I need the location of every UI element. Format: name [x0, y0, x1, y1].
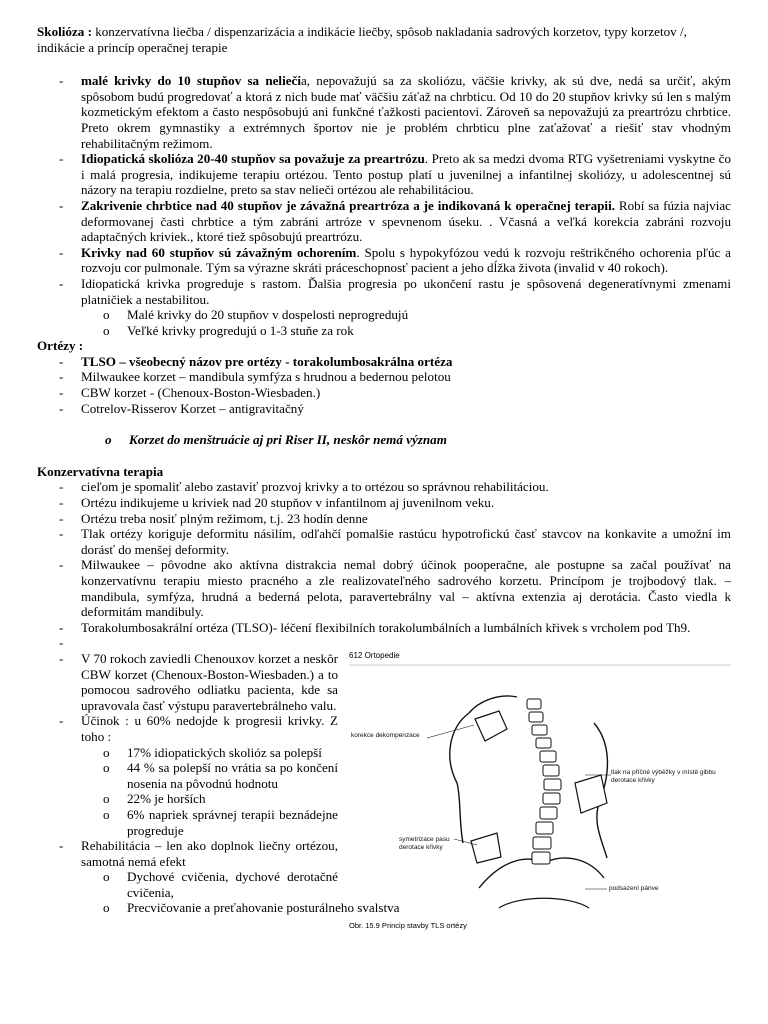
sublist-item: o 44 % sa polepší no vrátia sa po končení nosenia na pôvodnú hodnotu	[127, 760, 338, 791]
list-item: - Torakolumbosakrální ortéza (TLSO)- léčení flexibilních torakolumbálních a lumbálních křivek s vrcholem pod Th9.	[81, 620, 731, 636]
list-item: - Milwaukee korzet – mandibula symfýza s hrudnou a bedernou pelotou	[81, 369, 731, 385]
list-item	[81, 713, 338, 838]
waist-pad	[471, 833, 501, 863]
list-item	[81, 276, 731, 338]
item-text: Robí sa fúzia najviac deformovanej časti chrbtice a tým zabráni artróze v spevnenom úseku. . Včasná a veľká korekcia zabráni rozvoju adaptačných kriviek., ktoré tiež spôsobujú preartrózu.	[81, 197, 731, 245]
label-podsazeni: podsazení pánve	[609, 884, 659, 892]
sublist-item: o Dychové cvičenia, dychové derotačné cvičenia,	[127, 869, 338, 900]
sublist-item: o Veľké krivky progredujú o 1-3 stuňe za rok	[127, 323, 731, 339]
pelvis-base	[499, 898, 589, 908]
list-item: - V 70 rokoch zaviedli Chenouxov korzet a neskôr CBW korzet (Chenoux-Boston-Wiesbaden.) a to pomocou sadrového odliatku pacienta, kde sa upravovala časť výstupu paravertebrálneho valu.	[81, 651, 338, 713]
list-item: - Ortézu indikujeme u kriviek nad 20 stupňov v infantilnom aj juvenilnom veku.	[81, 495, 731, 511]
spine-vertebrae	[527, 699, 561, 864]
gibbus-pad	[575, 775, 607, 813]
item-bold: Idiopatická skolióza 20-40 stupňov sa považuje za preartrózu	[81, 151, 425, 167]
item-bold: Krivky nad 60 stupňov sú závažným ochorením	[81, 244, 357, 260]
sublist-rehab	[81, 869, 400, 916]
two-column-section	[37, 650, 731, 930]
list-item	[81, 73, 731, 151]
intro-paragraph	[37, 24, 731, 55]
list-konz	[37, 479, 731, 651]
sublist-item: o Precvičovanie a preťahovanie posturálneho svalstva	[127, 900, 467, 916]
item-bold: Zakrivenie chrbtice nad 40 stupňov je závažná preartróza a je indikovaná k operačnej terapii.	[81, 197, 615, 213]
sublist-item: o 17% idiopatických skolióz sa polepší	[127, 745, 338, 761]
list-item	[81, 354, 731, 370]
item-text: Rehabilitácia – len ako doplnok liečny ortézou, samotná nemá efekt	[81, 838, 338, 869]
item-text: Idiopatická krivka progreduje s rastom. Ďalšia progresia po ukončení rastu je spôsovená degeneratívnymi zmenami platničiek a nestabilitou.	[81, 275, 731, 307]
item-bold: malé krivky do 10 stupňov sa nelieči	[81, 73, 301, 89]
document-page	[37, 24, 732, 930]
list-item	[81, 198, 731, 245]
intro-text: konzervatívna liečba / dispenzarizácia a indikácie liečby, spôsob nakladania sadrových korzetov, typy korzetov /, indikácie a princíp operačnej terapie	[37, 24, 687, 55]
item-bold: TLSO – všeobecný názov pre ortézy - torakolumbosakrálna ortéza	[81, 353, 453, 369]
sublist-item: o 6% napriek správnej terapii beznádejne progreduje	[127, 807, 338, 838]
item-text: a, nepovažujú sa za skoliózu, väčšie krivky, ak sú dve, nedá sa určiť, akým spôsobom budú progredovať a ktorá z nich bude mať väčšiu záťaž na chrbticu. Od 10 do 20 stupňov krivky sú len s malým kozmetickým efektom a často nespôsobujú ani funkčné ťažkosti pacientovi. Zároveň sa nepovažujú za preartrózu chrbtice. Preto okrem gymnastiky a extrémnych športov nie je problém chrbticu plne zaťažovať a riešiť stav vhodným rehabilitačným režimom.	[81, 73, 731, 151]
list-item: - cieľom je spomaliť alebo zastaviť prozvoj krivky a to ortézou so správnou rehabilitáciou.	[81, 479, 731, 495]
label-korekce: korekce dekompenzace	[351, 731, 420, 739]
torso-outline-upper	[469, 696, 517, 713]
intro-title: Skolióza :	[37, 24, 92, 39]
sublist-item: o 22% je horších	[127, 791, 338, 807]
list-item	[81, 635, 731, 651]
ortezy-note-list	[37, 432, 731, 448]
sublist-progression	[81, 307, 731, 338]
tls-orthosis-figure	[349, 651, 731, 929]
figure-caption: Obr. 15.9 Princip stavby TLS ortézy	[349, 920, 467, 930]
list-item	[81, 151, 731, 198]
sublist-effect	[81, 745, 338, 839]
torso-outline-left	[450, 713, 469, 843]
list-item: - Milwaukee – pôvodne ako aktívna distrakcia nemal dobrý účinok pooperačne, ale postupne sa začal používať na konzervatívnu terapiu miesto pracného a zle realizovateľného sadrového korzetu. Princípom je trojbodový tlak. – mandibula, symfýza, hrudná a bederná pelota, paravertebrálny val – aktívna extenzia aj derotácia. Často viedla k deformitám mandibuly.	[81, 557, 731, 619]
list-severity	[37, 73, 731, 338]
ortezy-note: o Korzet do menštruácie aj pri Riser II, neskôr nemá význam	[129, 432, 731, 448]
item-text: . Preto ak sa medzi dvoma RTG vyšetreniami vyskytne čo i malá progresia, indikujeme terapiu ortézou. Tento postup platí u juvenilnej a infantilnej skoliózy, u adolescentnej sú názory na terapiu rozdielne, preto sa stav nelieči ortézou ale rehabilitáciou.	[81, 151, 732, 198]
list-item	[81, 838, 400, 916]
shoulder-pad	[475, 711, 507, 741]
list-item: - Tlak ortézy koriguje deformitu násilím, odľahčí pomalšie rastúcu hypotrofickú časť stavcov na konkavite a umožní im dorásť do menšej deformity.	[81, 526, 731, 557]
ortezy-title: Ortézy :	[37, 338, 84, 354]
sublist-item: o Malé krivky do 20 stupňov v dospelosti neprogredujú	[127, 307, 731, 323]
figure-page-header: 612 Ortopedie	[349, 650, 400, 660]
list-item	[81, 245, 731, 276]
label-symetrizace: symetrizace pasu derotace křivky	[399, 835, 450, 851]
item-text: Účinok : u 60% nedojde k progresii krivky. Z toho :	[81, 713, 338, 744]
item-text: . Spolu s hypokyfózou vedú k rozvoju reštrikčného ochorenia pľúc a rozvoju cor pulmonale. Tým sa výrazne skráti práceschopnosť pacient a jeho dĺžka života (invalid v 40 rokoch).	[81, 244, 731, 276]
list-item: - Cotrelov-Risserov Korzet – antigravitačný	[81, 401, 731, 417]
list-ortezy	[37, 354, 731, 416]
list-item: - CBW korzet - (Chenoux-Boston-Wiesbaden.)	[81, 385, 731, 401]
konz-title: Konzervatívna terapia	[37, 463, 164, 479]
label-tlak: tlak na příčné výběžky v místě gibbu derotace křivky	[611, 768, 716, 784]
list-item: - Ortézu treba nosiť plným režimom, t.j. 23 hodín denne	[81, 511, 731, 527]
